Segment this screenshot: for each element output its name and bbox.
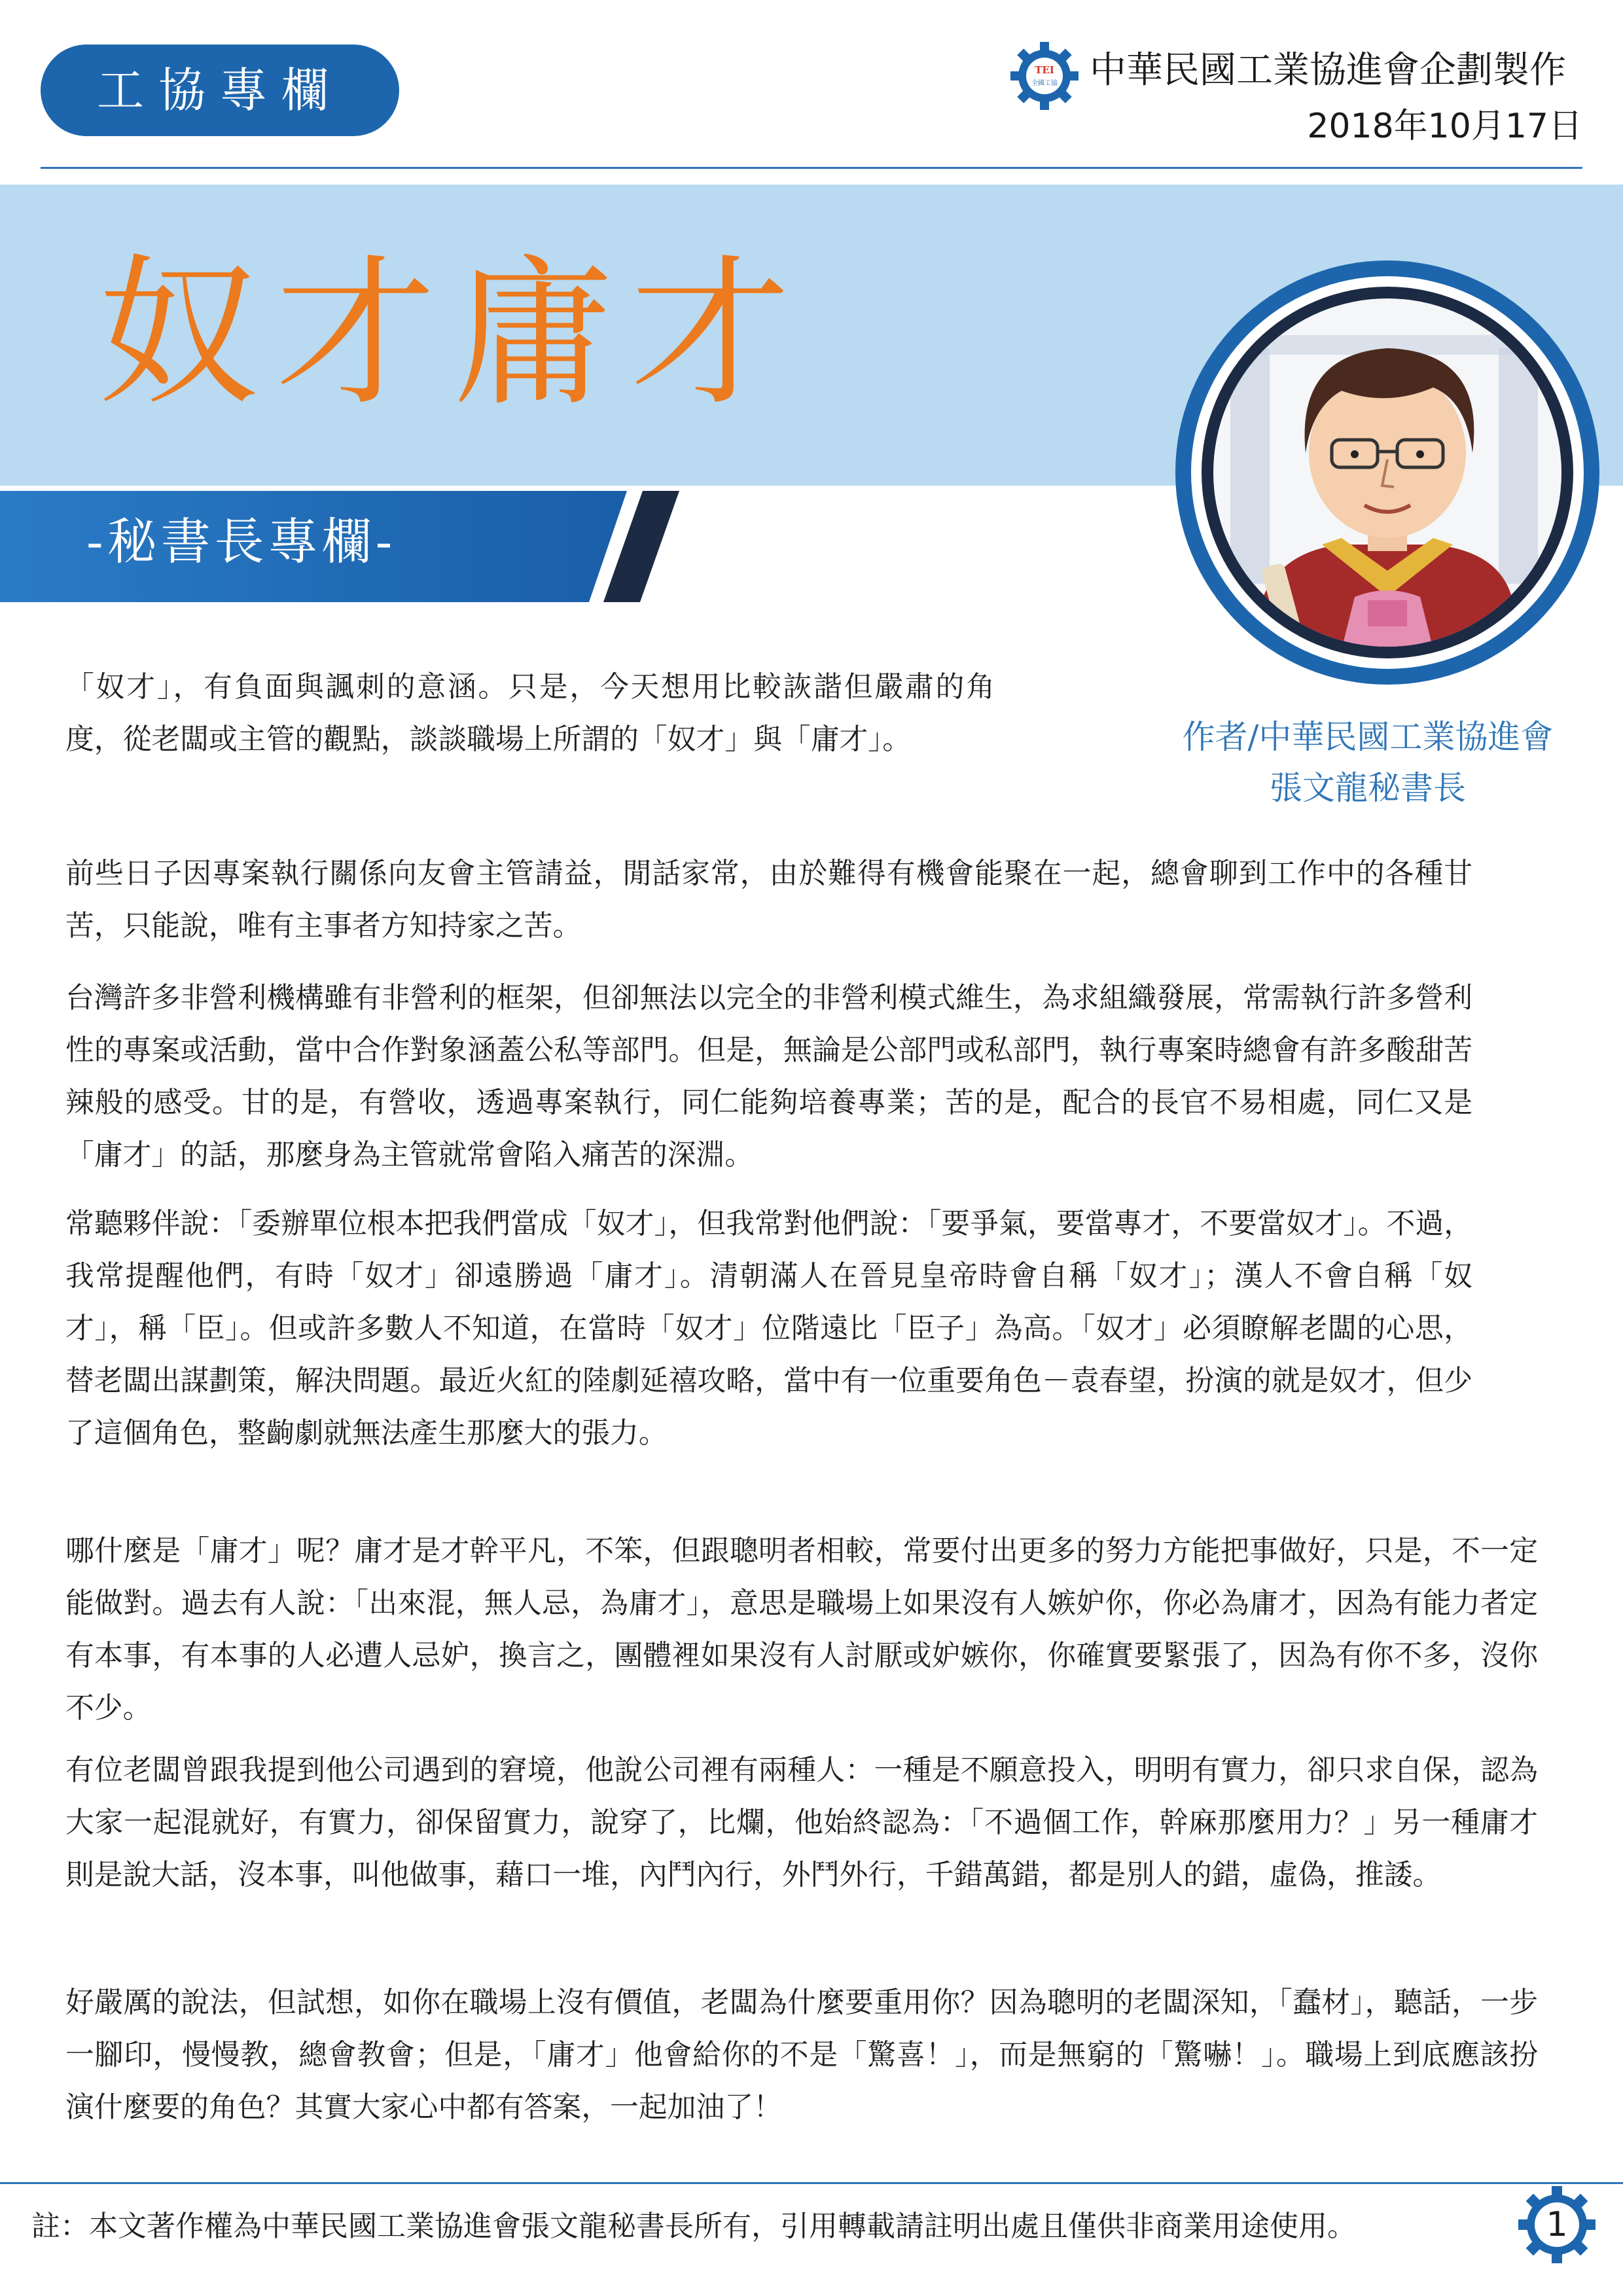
paragraph: 「奴才」，有負面與諷刺的意涵。只是，今天想用比較詼諧但嚴肅的角度，從老闆或主管的觀點，談談職場上所謂的「奴才」與「庸才」。 (65, 670, 995, 756)
gear-logo-icon (1008, 39, 1081, 113)
org-name: 中華民國工業協進會企劃製作 (1090, 49, 1566, 92)
header-divider (41, 167, 1582, 169)
paragraph: 常聽夥伴說：「委辦單位根本把我們當成「奴才」，但我常對他們說：「要爭氣，要當專才，不要當奴才」。不過，我常提醒他們，有時「奴才」卻遠勝過「庸才」。清朝滿人在晉見皇帝時會自稱「奴才」；漢人不會自稱「奴才」，稱「臣」。但或許多數人不知道，在當時「奴才」位階遠比「臣子」為高。「奴才」必須瞭解老闆的心思，替老闆出謀劃策，解決問題。最近火紅的陸劇延禧攻略，當中有一位重要角色－袁春望，扮演的就是奴才，但少了這個角色，整齣劇就無法產生那麼大的張力。 (65, 1207, 1472, 1450)
paragraph: 哪什麼是「庸才」呢？庸才是才幹平凡，不笨，但跟聰明者相較，常要付出更多的努力方能把事做好，只是，不一定能做對。過去有人說：「出來混，無人忌，為庸才」，意思是職場上如果沒有人嫉妒你，你必為庸才，因為有能力者定有本事，有本事的人必遭人忌妒，換言之，團體裡如果沒有人討厭或妒嫉你，你確實要緊張了，因為有你不多，沒你不少。 (65, 1534, 1538, 1725)
logo-text-bottom: 全國工協 (1031, 80, 1058, 87)
article-title: 奴才庸才 (98, 240, 808, 427)
paragraph: 有位老闆曾跟我提到他公司遇到的窘境，他說公司裡有兩種人：一種是不願意投入，明明有實力，卻只求自保，認為大家一起混就好，有實力，卻保留實力，說穿了，比爛，他始終認為：「不過個工作，幹麻那麼用力？」另一種庸才則是說大話，沒本事，叫他做事，藉口一堆，內鬥內行，外鬥外行，千錯萬錯，都是別人的錯，虛偽，推諉。 (65, 1753, 1538, 1892)
publish-date: 2018年10月17日 (1307, 107, 1582, 146)
column-tag: 工協專欄 (41, 45, 399, 136)
paragraph: 好嚴厲的說法，但試想，如你在職場上沒有價值，老闆為什麼要重用你？因為聰明的老闆深知，「蠢材」，聽話，一步一腳印，慢慢教，總會教會；但是，「庸才」他會給你的不是「驚喜！」，而是無窮的「驚嚇！」。職場上到底應該扮演什麼要的角色？其實大家心中都有答案，一起加油了！ (65, 1986, 1538, 2124)
author-name: 張文龍秘書長 (1270, 769, 1466, 807)
author-org: 作者/中華民國工業協進會 (1182, 718, 1554, 756)
copyright-note: 註：本文著作權為中華民國工業協進會張文龍秘書長所有，引用轉載請註明出處且僅供非商業用途使用。 (31, 2210, 1356, 2243)
page-number: 1 (1546, 2205, 1568, 2244)
paragraph: 前些日子因專案執行關係向友會主管請益，閒話家常，由於難得有機會能聚在一起，總會聊到工作中的各種甘苦，只能說，唯有主事者方知持家之苦。 (65, 857, 1472, 942)
footer-divider (0, 2182, 1623, 2184)
paragraph: 台灣許多非營利機構雖有非營利的框架，但卻無法以完全的非營利模式維生，為求組織發展，常需執行許多營利性的專案或活動，當中合作對象涵蓋公私等部門。但是，無論是公部門或私部門，執行專案時總會有許多酸甜苦辣般的感受。甘的是，有營收，透過專案執行，同仁能夠培養專業；苦的是，配合的長官不易相處，同仁又是「庸才」的話，那麼身為主管就常會陷入痛苦的深淵。 (65, 981, 1472, 1172)
author-portrait (1171, 257, 1603, 689)
article-subtitle: -秘書長專欄- (86, 512, 397, 571)
logo-text-top: TEI (1035, 64, 1054, 76)
